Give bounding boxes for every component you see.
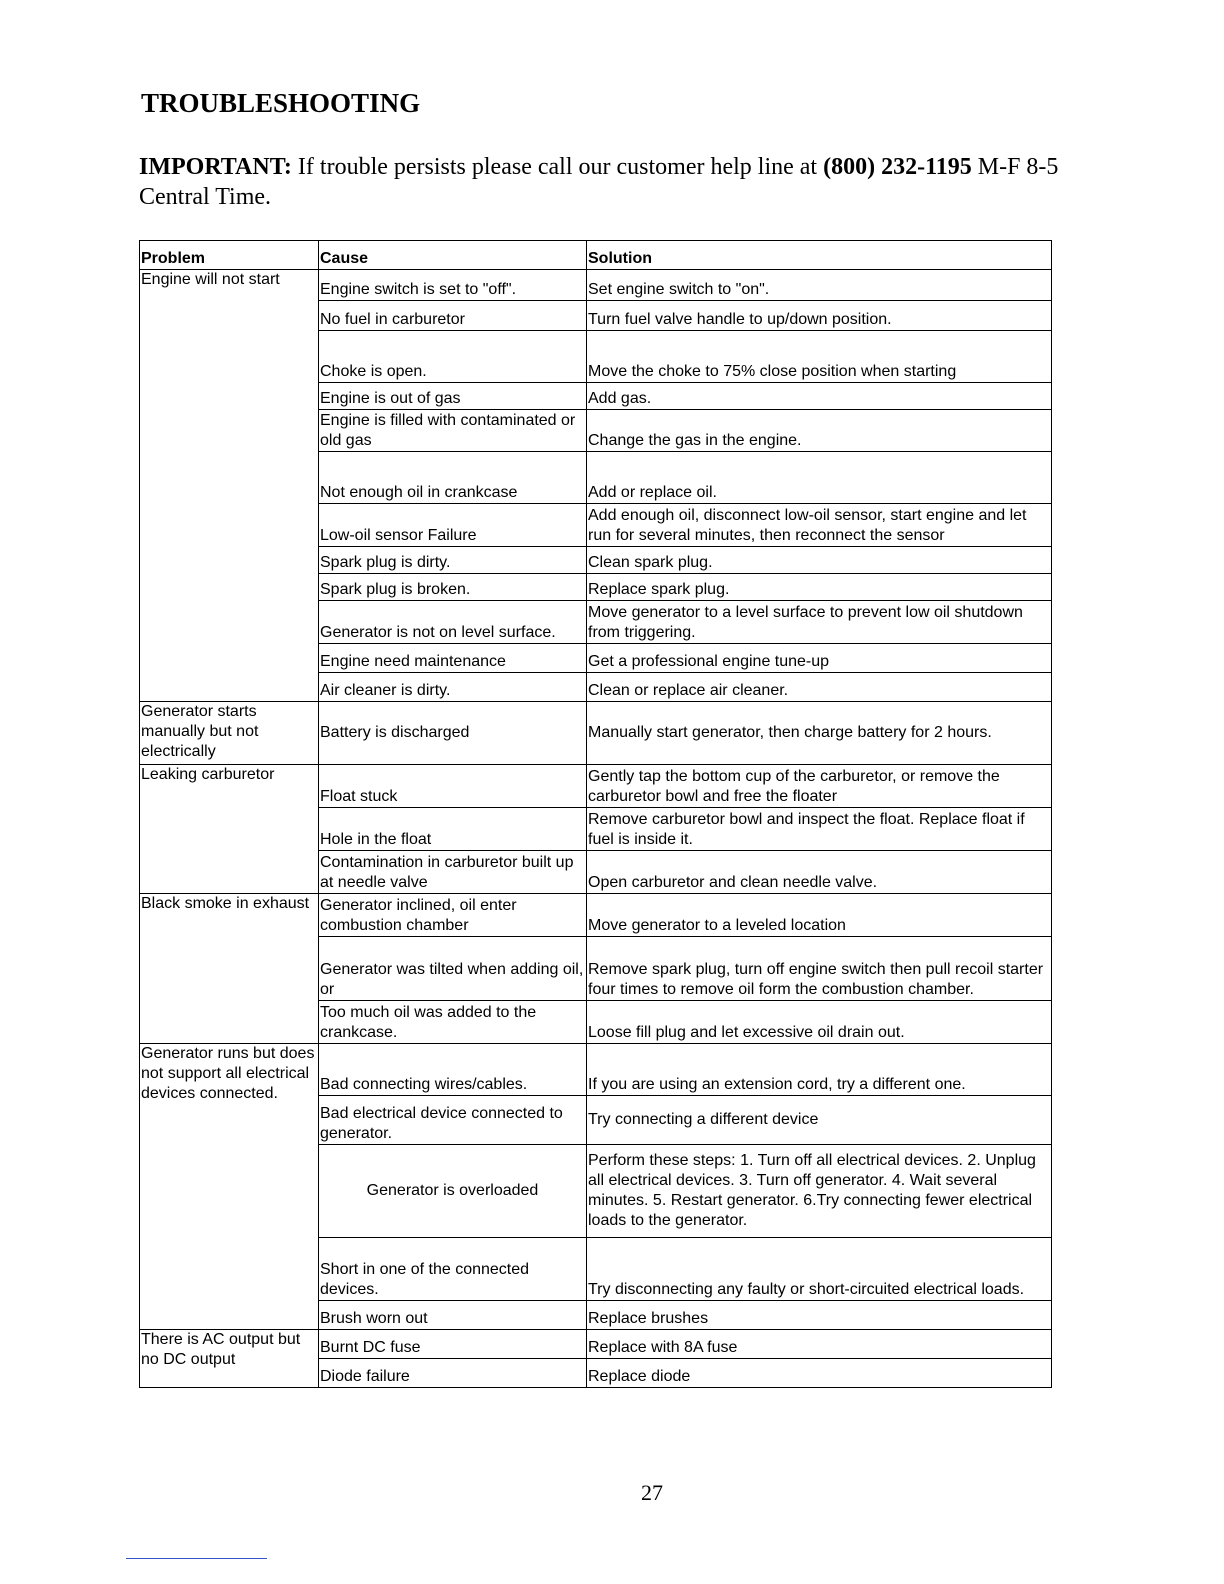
solution-cell: Set engine switch to "on".	[587, 270, 1052, 301]
cause-cell: Generator is overloaded	[319, 1145, 587, 1238]
solution-cell: Replace diode	[587, 1359, 1052, 1388]
cause-cell: Bad connecting wires/cables.	[319, 1044, 587, 1096]
header-solution: Solution	[587, 241, 1052, 270]
solution-cell: Clean spark plug.	[587, 547, 1052, 574]
header-problem: Problem	[140, 241, 319, 270]
help-line-phone: (800) 232-1195	[823, 154, 972, 180]
solution-cell: Replace spark plug.	[587, 574, 1052, 601]
table-row	[140, 894, 1052, 937]
table-row	[140, 765, 1052, 808]
problem-cell: Leaking carburetor	[140, 765, 319, 894]
solution-cell: Replace with 8A fuse	[587, 1330, 1052, 1359]
solution-cell: Remove carburetor bowl and inspect the float. Replace float if fuel is inside it.	[587, 808, 1052, 851]
problem-cell: Generator starts manually but not electrically	[140, 702, 319, 765]
cause-cell: Burnt DC fuse	[319, 1330, 587, 1359]
cause-cell: Engine switch is set to "off".	[319, 270, 587, 301]
problem-cell: There is AC output but no DC output	[140, 1330, 319, 1388]
solution-cell: Manually start generator, then charge battery for 2 hours.	[587, 702, 1052, 765]
cause-cell: Generator was tilted when adding oil, or	[319, 937, 587, 1001]
page-number: 27	[641, 1480, 663, 1505]
cause-cell: Not enough oil in crankcase	[319, 452, 587, 504]
cause-cell: Engine is out of gas	[319, 383, 587, 410]
solution-cell: Get a professional engine tune-up	[587, 644, 1052, 673]
solution-cell: Add enough oil, disconnect low-oil sensor, start engine and let run for several minutes, then reconnect the sensor	[587, 504, 1052, 547]
solution-cell: Loose fill plug and let excessive oil drain out.	[587, 1001, 1052, 1044]
solution-cell: Replace brushes	[587, 1301, 1052, 1330]
header-cause: Cause	[319, 241, 587, 270]
table-row	[140, 1044, 1052, 1096]
table-row	[140, 1330, 1052, 1359]
cause-cell: Air cleaner is dirty.	[319, 673, 587, 702]
cause-cell: Generator is not on level surface.	[319, 601, 587, 644]
cause-cell: Engine is filled with contaminated or old gas	[319, 410, 587, 452]
cause-cell: Battery is discharged	[319, 702, 587, 765]
cause-cell: Hole in the float	[319, 808, 587, 851]
cause-cell: Too much oil was added to the crankcase.	[319, 1001, 587, 1044]
cause-cell: Spark plug is broken.	[319, 574, 587, 601]
page-title: TROUBLESHOOTING	[141, 88, 421, 118]
cause-cell: No fuel in carburetor	[319, 301, 587, 331]
solution-cell: Perform these steps: 1. Turn off all electrical devices. 2. Unplug all electrical devices. 3. Turn off generator. 4. Wait several minutes. 5. Restart generator. 6.Try connecting fewer electrical loads to the generator.	[587, 1145, 1052, 1238]
problem-cell: Black smoke in exhaust	[140, 894, 319, 1044]
cause-cell: Spark plug is dirty.	[319, 547, 587, 574]
cause-cell: Generator inclined, oil enter combustion chamber	[319, 894, 587, 937]
table-row	[140, 270, 1052, 301]
table-row	[140, 702, 1052, 765]
footnote-divider	[126, 1558, 267, 1559]
problem-cell: Engine will not start	[140, 270, 319, 702]
solution-cell: Remove spark plug, turn off engine switch then pull recoil starter four times to remove oil form the combustion chamber.	[587, 937, 1052, 1001]
cause-cell: Low-oil sensor Failure	[319, 504, 587, 547]
cause-cell: Short in one of the connected devices.	[319, 1238, 587, 1301]
cause-cell: Engine need maintenance	[319, 644, 587, 673]
solution-cell: Move the choke to 75% close position when starting	[587, 331, 1052, 383]
important-text-after: M-F 8-5 Central Time.	[139, 154, 1059, 210]
cause-cell: Choke is open.	[319, 331, 587, 383]
cause-cell: Brush worn out	[319, 1301, 587, 1330]
table-header-row	[140, 241, 1052, 270]
cause-cell: Contamination in carburetor built up at needle valve	[319, 851, 587, 894]
solution-cell: Try disconnecting any faulty or short-circuited electrical loads.	[587, 1238, 1052, 1301]
problem-cell: Generator runs but does not support all electrical devices connected.	[140, 1044, 319, 1330]
solution-cell: Add or replace oil.	[587, 452, 1052, 504]
solution-cell: Change the gas in the engine.	[587, 410, 1052, 452]
solution-cell: Move generator to a leveled location	[587, 894, 1052, 937]
solution-cell: Clean or replace air cleaner.	[587, 673, 1052, 702]
troubleshooting-table	[139, 240, 1052, 1388]
cause-cell: Diode failure	[319, 1359, 587, 1388]
solution-cell: Open carburetor and clean needle valve.	[587, 851, 1052, 894]
solution-cell: Turn fuel valve handle to up/down position.	[587, 301, 1052, 331]
solution-cell: Gently tap the bottom cup of the carburetor, or remove the carburetor bowl and free the floater	[587, 765, 1052, 808]
solution-cell: Add gas.	[587, 383, 1052, 410]
cause-cell: Bad electrical device connected to generator.	[319, 1096, 587, 1145]
important-notice	[139, 152, 1069, 212]
important-text-before: If trouble persists please call our customer help line at	[291, 154, 824, 180]
important-label: IMPORTANT:	[139, 154, 292, 180]
solution-cell: Move generator to a level surface to prevent low oil shutdown from triggering.	[587, 601, 1052, 644]
solution-cell: If you are using an extension cord, try a different one.	[587, 1044, 1052, 1096]
solution-cell: Try connecting a different device	[587, 1096, 1052, 1145]
cause-cell: Float stuck	[319, 765, 587, 808]
